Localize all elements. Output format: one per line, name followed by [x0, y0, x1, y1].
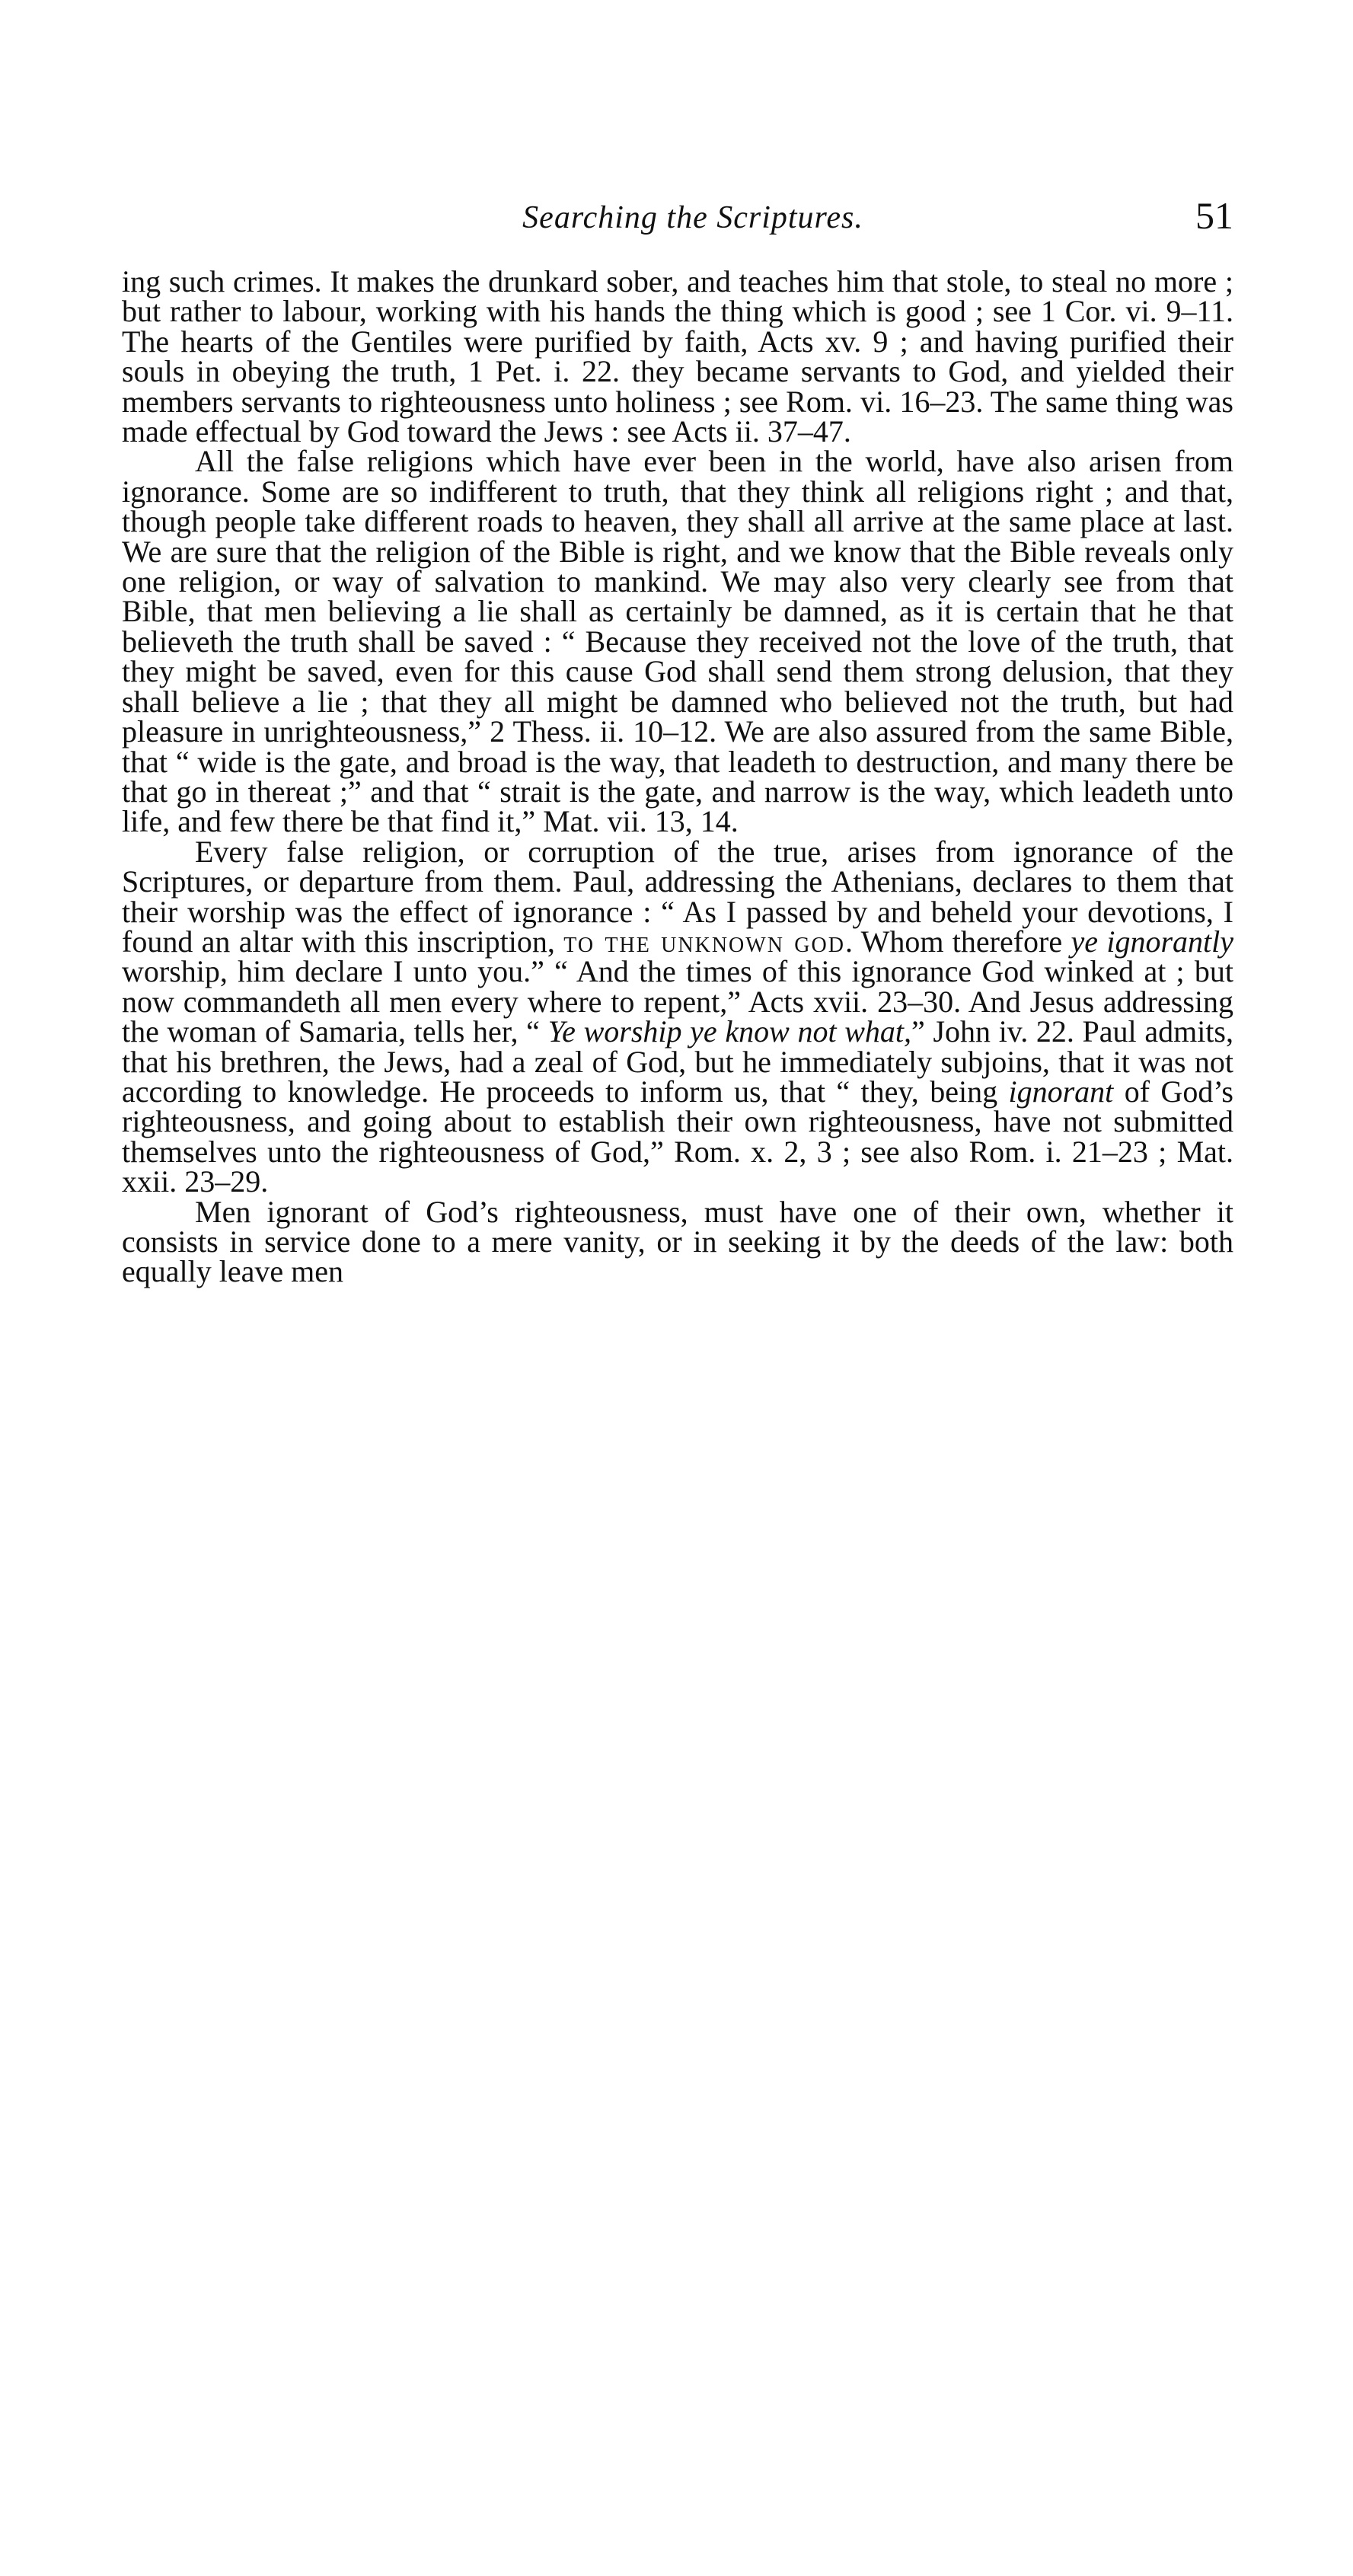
body-text — [122, 264, 1234, 1289]
paragraph-text: ing such crimes. It makes the drunkard sober, and teaches him that stole, to steal no more ; but rather to labour, working with his hands the thing which is good ; see 1 Cor. vi. 9–11. The hearts of the Gentiles were purified by faith, Acts xv. 9 ; and having purified their souls in obeying the truth, 1 Pet. i. 22. they became servants to God, and yielded their members servants to righteousness unto holiness ; see Rom. vi. 16–23. The same thing was made effectual by God toward the Jews : see Acts ii. 37–47. — [122, 264, 1233, 449]
paragraph — [122, 444, 1233, 839]
running-head — [122, 183, 1233, 244]
paragraph-text: All the false religions which have ever been in the world, have also arisen from ignorance. Some are so indifferent to truth, that they think all religions right ; and that, though people take different roads to heaven, they shall all arrive at the same place at last. We are sure that the religion of the Bible is right, and we know that the Bible reveals only one religion, or way of salvation to mankind. We may also very clearly see from that Bible, that men believing a lie shall as certainly be damned, as it is certain that he that believeth the truth shall be saved : “ Because they received not the love of the truth, that they might be saved, even for this cause God shall send them strong delusion, that they shall believe a lie ; that they all might be damned who believed not the truth, but had pleasure in unrighteousness,” 2 Thess. ii. 10–12. We are also assured from the same Bible, that “ wide is the gate, and broad is the way, that leadeth to destruction, and many there be that go in thereat ;” and that “ strait is the gate, and narrow is the way, which leadeth unto life, and few there be that find it,” Mat. vii. 13, 14. — [122, 444, 1233, 839]
book-page — [122, 183, 1233, 1287]
paragraph — [122, 1194, 1233, 1289]
paragraph — [122, 264, 1233, 449]
italic-emphasis: Ye worship ye know not what, — [547, 1014, 912, 1049]
paragraph-text: ” John iv. 22. Paul admits, that his brethren, the Jews, had a zeal of God, but he immediately subjoins, that it was not according to knowledge. He proceeds to inform us, that “ they, being — [122, 1014, 1233, 1109]
paragraph-text: . Whom therefore — [844, 924, 1071, 959]
paragraph-text: Every false religion, or corruption of the true, arises from ignorance of the Scriptures, or departure from them. Paul, addressing the Athenians, declares to them that their worship was the effect of ignorance : “ As I passed by and beheld your devotions, I found an altar with this inscription, — [122, 834, 1233, 959]
paragraph-text: Men ignorant of God’s righteousness, must have one of their own, whether it consists in service done to a mere vanity, or in seeking it by the deeds of the law: both equally leave men — [122, 1194, 1233, 1289]
paragraph — [122, 834, 1234, 1199]
page-number: 51 — [1195, 194, 1233, 237]
small-caps-inscription: to the unknown god — [563, 924, 845, 959]
italic-emphasis: ignorant — [1008, 1074, 1114, 1109]
paragraph-text: worship, him declare I unto you.” “ And the times of this ignorance God winked at ; but now commandeth all men every where to repent,” Acts xvii. 23–30. And Jesus addressing the woman of Samaria, tells her, “ — [122, 954, 1233, 1049]
italic-emphasis: ye ignorantly — [1071, 924, 1234, 959]
paragraph-text: of God’s righteousness, and going about to establish their own righteousness, have not submitted themselves unto the righteousness of God,” Rom. x. 2, 3 ; see also Rom. i. 21–23 ; Mat. xxii. 23–29. — [122, 1074, 1233, 1199]
running-title: Searching the Scriptures. — [522, 200, 863, 235]
